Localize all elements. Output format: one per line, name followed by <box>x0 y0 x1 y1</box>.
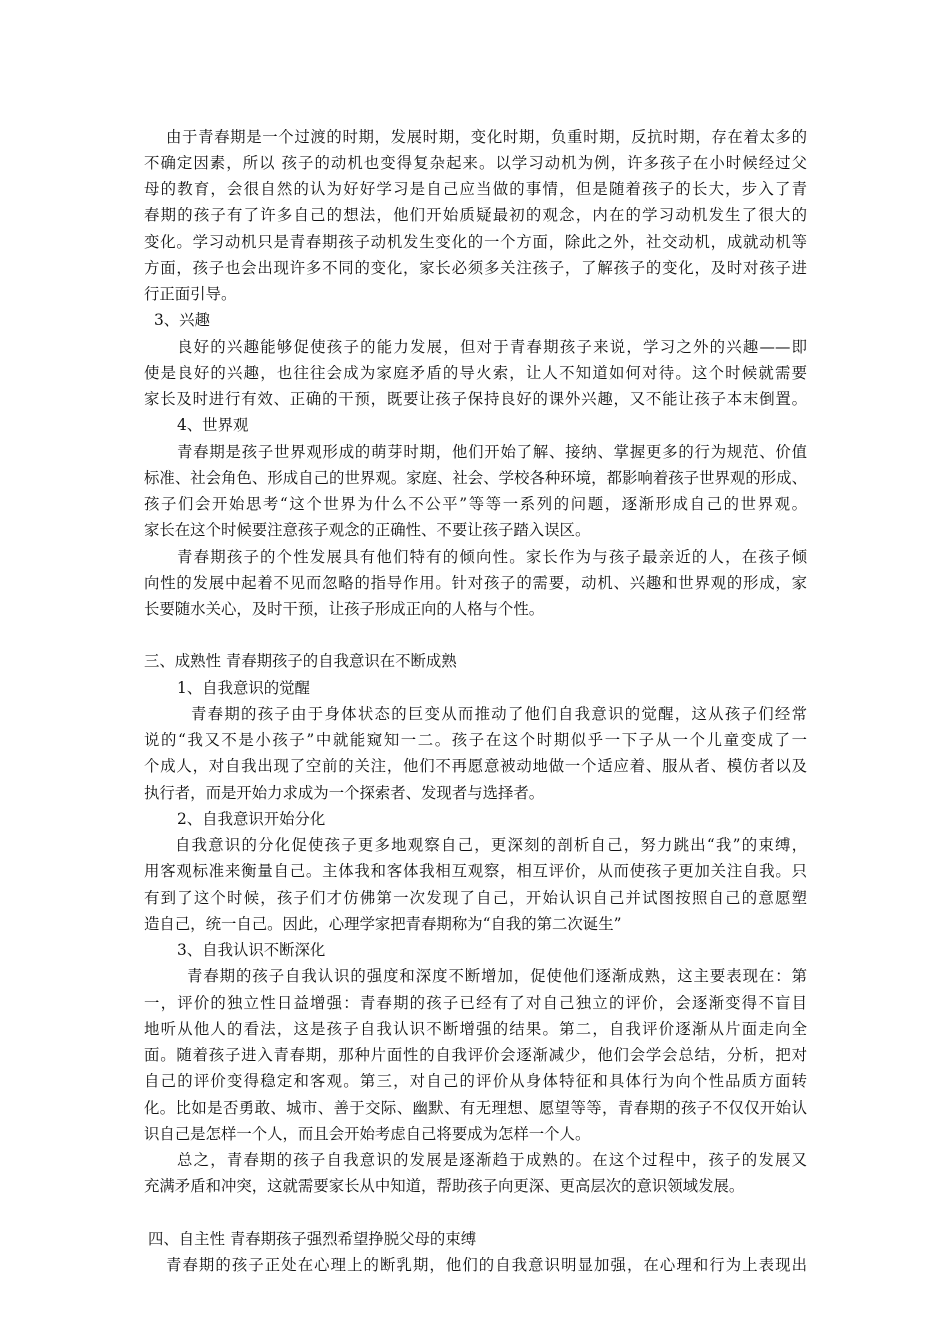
section-heading: 4、世界观 <box>177 416 249 434</box>
paragraph-line: 化。比如是否勇敢、城市、善于交际、幽默、有无理想、愿望等等，青春期的孩子不仅仅开始认 <box>144 1099 807 1117</box>
paragraph-line: 执行者，而是开始力求成为一个探索者、发现者与选择者。 <box>144 784 545 802</box>
paragraph-line: 识自己是怎样一个人，而且会开始考虑自己将要成为怎样一个人。 <box>144 1125 591 1143</box>
paragraph-line: 家长及时进行有效、正确的干预，既要让孩子保持良好的课外兴趣，又不能让孩子本末倒置。 <box>144 390 807 408</box>
paragraph-line: 个成人，对自我出现了空前的关注，他们不再愿意被动地做一个适应着、服从者、模仿者以及 <box>144 757 807 775</box>
paragraph-line: 方面，孩子也会出现许多不同的变化，家长必须多关注孩子，了解孩子的变化，及时对孩子进 <box>144 259 807 277</box>
section-heading: 2、自我意识开始分化 <box>177 810 326 828</box>
paragraph-line: 用客观标准来衡量自己。主体我和客体我相互观察，相互评价，从而使孩子更加关注自我。只 <box>144 862 807 880</box>
paragraph-line: 青春期孩子的个性发展具有他们特有的倾向性。家长作为与孩子最亲近的人，在孩子倾 <box>177 548 807 566</box>
paragraph-line: 由于青春期是一个过渡的时期，发展时期，变化时期，负重时期，反抗时期，存在着太多的 <box>166 128 807 146</box>
paragraph-line: 变化。学习动机只是青春期孩子动机发生变化的一个方面，除此之外，社交动机，成就动机等 <box>144 233 807 251</box>
section-heading: 1、自我意识的觉醒 <box>177 679 310 697</box>
section-heading: 3、自我认识不断深化 <box>177 941 326 959</box>
paragraph-line: 自我意识的分化促使孩子更多地观察自己，更深刻的剖析自己，努力跳出“我”的束缚， <box>175 836 807 854</box>
paragraph-line: 青春期的孩子由于身体状态的巨变从而推动了他们自我意识的觉醒，这从孩子们经常 <box>191 705 807 723</box>
paragraph-line: 面。随着孩子进入青春期，那种片面性的自我评价会逐渐减少，他们会学会总结，分析，把对 <box>144 1046 807 1064</box>
paragraph-line: 总之，青春期的孩子自我意识的发展是逐渐趋于成熟的。在这个过程中，孩子的发展又 <box>177 1151 807 1169</box>
chapter-heading: 四、自主性 青春期孩子强烈希望挣脱父母的束缚 <box>148 1230 477 1248</box>
paragraph-line: 一，评价的独立性日益增强：青春期的孩子已经有了对自己独立的评价，会逐渐变得不盲目 <box>144 994 807 1012</box>
paragraph-line: 母的教育，会很自然的认为好好学习是自己应当做的事情，但是随着孩子的长大，步入了青 <box>144 180 807 198</box>
paragraph-line: 向性的发展中起着不见而忽略的指导作用。针对孩子的需要，动机、兴趣和世界观的形成，家 <box>144 574 807 592</box>
paragraph-line: 地听从他人的看法，这是孩子自我认识不断增强的结果。第二，自我评价逐渐从片面走向全 <box>144 1020 807 1038</box>
paragraph-line: 青春期的孩子自我认识的强度和深度不断增加，促使他们逐渐成熟，这主要表现在：第 <box>187 967 807 985</box>
paragraph-line: 春期的孩子有了许多自己的想法，他们开始质疑最初的观念，内在的学习动机发生了很大的 <box>144 206 807 224</box>
paragraph-line: 标准、社会角色、形成自己的世界观。家庭、社会、学校各种环境，都影响着孩子世界观的形成、 <box>144 469 807 487</box>
chapter-heading: 三、成熟性 青春期孩子的自我意识在不断成熟 <box>144 652 457 670</box>
paragraph-line: 充满矛盾和冲突，这就需要家长从中知道，帮助孩子向更深、更高层次的意识领域发展。 <box>144 1177 745 1195</box>
paragraph-line: 青春期的孩子正处在心理上的断乳期，他们的自我意识明显加强，在心理和行为上表现出 <box>166 1256 807 1274</box>
paragraph-line: 青春期是孩子世界观形成的萌芽时期，他们开始了解、接纳、掌握更多的行为规范、价值 <box>177 443 807 461</box>
paragraph-line: 自己的评价变得稳定和客观。第三，对自己的评价从身体特征和具体行为向个性品质方面转 <box>144 1072 807 1090</box>
paragraph-line: 行正面引导。 <box>144 285 237 303</box>
paragraph-line: 良好的兴趣能够促使孩子的能力发展，但对于青春期孩子来说，学习之外的兴趣——即 <box>177 338 807 356</box>
paragraph-line: 长要随水关心，及时干预，让孩子形成正向的人格与个性。 <box>144 600 545 618</box>
paragraph-line: 不确定因素，所以 孩子的动机也变得复杂起来。以学习动机为例，许多孩子在小时候经过父 <box>144 154 807 172</box>
paragraph-line: 使是良好的兴趣，也往往会成为家庭矛盾的导火索，让人不知道如何对待。这个时候就需要 <box>144 364 807 382</box>
paragraph-line: 孩子们会开始思考“这个世界为什么不公平”等等一系列的问题，逐渐形成自己的世界观。 <box>144 495 807 513</box>
paragraph-line: 造自己，统一自己。因此，心理学家把青春期称为“自我的第二次诞生” <box>144 915 622 933</box>
paragraph-line: 有到了这个时候，孩子们才仿佛第一次发现了自己，开始认识自己并试图按照自己的意愿塑 <box>144 889 807 907</box>
paragraph-line: 家长在这个时候要注意孩子观念的正确性、不要让孩子踏入误区。 <box>144 521 591 539</box>
paragraph-line: 说的“我又不是小孩子”中就能窥知一二。孩子在这个时期似乎一下子从一个儿童变成了一 <box>144 731 807 749</box>
section-heading: 3、兴趣 <box>154 311 210 329</box>
